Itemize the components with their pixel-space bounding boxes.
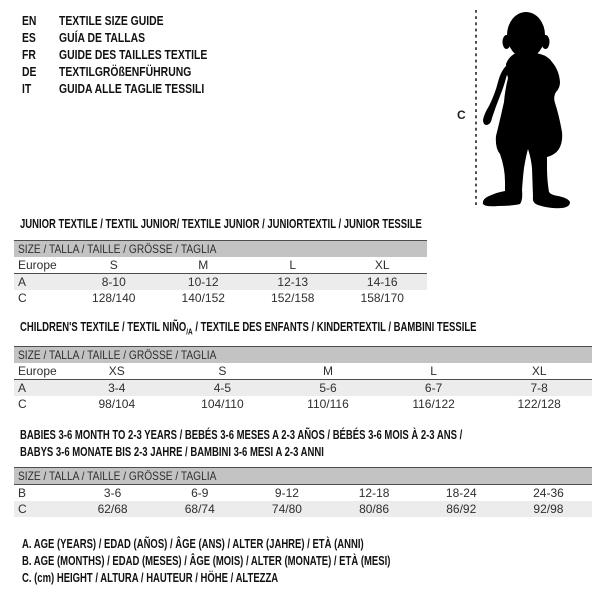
value-cell: 12-18 [358, 486, 390, 500]
value-cell: 24-36 [533, 486, 564, 500]
note-age-months: B. AGE (MONTHS) / EDAD (MESES) / ÂGE (MOIS) / ALTER (MONATE) / ETÀ (MESI) [22, 553, 391, 568]
table-row-age [14, 274, 427, 290]
row-label: A [18, 381, 27, 395]
value-cell: 3-6 [103, 486, 122, 500]
language-code: FR [22, 47, 36, 62]
size-cell: XL [531, 364, 547, 378]
size-header-label: SIZE / TALLA / TAILLE / GRÖSSE / TAGLIA [18, 242, 217, 256]
language-label: GUIDA ALLE TAGLIE TESSILI [59, 81, 205, 96]
silhouette-shapes [483, 12, 570, 208]
table-title-babies: BABIES 3-6 MONTH TO 2-3 YEARS / BEBÉS 3-6 MESES A 2-3 AÑOS / BÉBÉS 3-6 MOIS À 2-3 ANS / BABYS 3-6 MONATE BIS 2-3 JAHRE / BAMBINI 3-6 MESI A 2-3 ANNI [20, 428, 463, 459]
row-label: Europe [18, 364, 57, 378]
table-row-months [14, 485, 592, 501]
size-header-label: SIZE / TALLA / TAILLE / GRÖSSE / TAGLIA [18, 469, 217, 483]
language-label: TEXTILGRÖßENFÜHRUNG [59, 64, 192, 79]
value-cell: 10-12 [187, 275, 219, 289]
value-cell: 18-24 [445, 486, 477, 500]
language-row-fr [22, 46, 244, 63]
value-cell: 6-9 [191, 486, 209, 500]
language-label: GUIDE DES TAILLES TEXTILE [59, 47, 208, 62]
gender-subscript: /A [186, 326, 193, 337]
value-cell: 6-7 [424, 381, 443, 395]
row-label: B [18, 486, 27, 500]
language-code: ES [22, 30, 36, 45]
row-label: Europe [18, 258, 57, 272]
value-cell: 3-4 [108, 381, 126, 395]
language-row-en [22, 12, 244, 29]
value-cell: 110/116 [307, 397, 349, 411]
value-cell: 80/86 [359, 502, 390, 516]
language-row-it [22, 80, 244, 97]
value-cell: 74/80 [271, 502, 302, 516]
language-code: DE [22, 64, 37, 79]
row-label: A [18, 275, 27, 289]
value-cell: 9-12 [274, 486, 299, 500]
value-cell: 152/158 [271, 291, 315, 305]
value-cell: 4-5 [213, 381, 232, 395]
junior-size-table [14, 240, 427, 306]
size-cell: XS [108, 364, 125, 378]
size-cell: S [218, 364, 227, 378]
table-row-height [14, 396, 592, 412]
table-row-age [14, 380, 592, 396]
size-cell: S [109, 258, 118, 272]
language-row-es [22, 29, 244, 46]
legend-notes [22, 535, 507, 587]
table-row-height [14, 501, 592, 517]
size-cell: L [289, 258, 297, 272]
value-cell: 8-10 [101, 275, 126, 289]
babies-size-table [14, 467, 592, 517]
value-cell: 104/110 [201, 397, 244, 411]
children-size-table [14, 346, 592, 412]
value-cell: 5-6 [319, 381, 337, 395]
baby-silhouette [470, 0, 600, 215]
row-label: C [18, 502, 27, 516]
silhouette-ear-left [503, 35, 511, 49]
height-measure-label: C [457, 108, 466, 122]
note-height-cm: C. (cm) HEIGHT / ALTURA / HAUTEUR / HÖHE / ALTEZZA [22, 571, 279, 586]
value-cell: 122/128 [517, 397, 561, 411]
value-cell: 158/170 [360, 291, 404, 305]
size-cell: XL [374, 258, 390, 272]
table-row-europe [14, 363, 592, 379]
value-cell: 98/104 [98, 397, 136, 411]
value-cell: 92/98 [533, 502, 564, 516]
value-cell: 62/68 [97, 502, 128, 516]
silhouette-body [483, 52, 570, 208]
note-age-years: A. AGE (YEARS) / EDAD (AÑOS) / ÂGE (ANS) / ALTER (JAHRE) / ETÀ (ANNI) [22, 536, 364, 551]
table-row-height [14, 290, 427, 306]
size-header-row [14, 468, 592, 484]
table-row-europe [14, 257, 427, 273]
language-label: TEXTILE SIZE GUIDE [59, 13, 164, 28]
value-cell: 7-8 [530, 381, 548, 395]
value-cell: 140/152 [181, 291, 225, 305]
language-label: GUÍA DE TALLAS [59, 30, 146, 45]
value-cell: 68/74 [184, 502, 215, 516]
language-list [22, 12, 244, 97]
table-title-junior: JUNIOR TEXTILE / TEXTIL JUNIOR/ TEXTILE JUNIOR / JUNIORTEXTIL / JUNIOR TESSILE [20, 217, 422, 231]
language-code: IT [22, 81, 32, 96]
language-row-de [22, 63, 244, 80]
row-label: C [18, 397, 27, 411]
size-header-row [14, 347, 592, 363]
value-cell: 14-16 [366, 275, 398, 289]
silhouette-ear-right [542, 35, 550, 49]
size-cell: L [430, 364, 437, 378]
table-title-children: CHILDREN'S TEXTILE / TEXTIL $NIÑO_{/A}$ / TEXTILE DES ENFANTS / KINDERTEXTIL / BAMBINI TESSILE [20, 320, 477, 337]
size-cell: M [322, 364, 333, 378]
size-header-label: SIZE / TALLA / TAILLE / GRÖSSE / TAGLIA [18, 348, 217, 362]
size-cell: M [198, 258, 209, 272]
language-code: EN [22, 13, 37, 28]
value-cell: 12-13 [277, 275, 309, 289]
value-cell: 128/140 [92, 291, 136, 305]
value-cell: 86/92 [446, 502, 477, 516]
silhouette-head [507, 12, 545, 58]
value-cell: 116/122 [412, 397, 455, 411]
size-header-row [14, 241, 427, 257]
row-label: C [18, 291, 27, 305]
